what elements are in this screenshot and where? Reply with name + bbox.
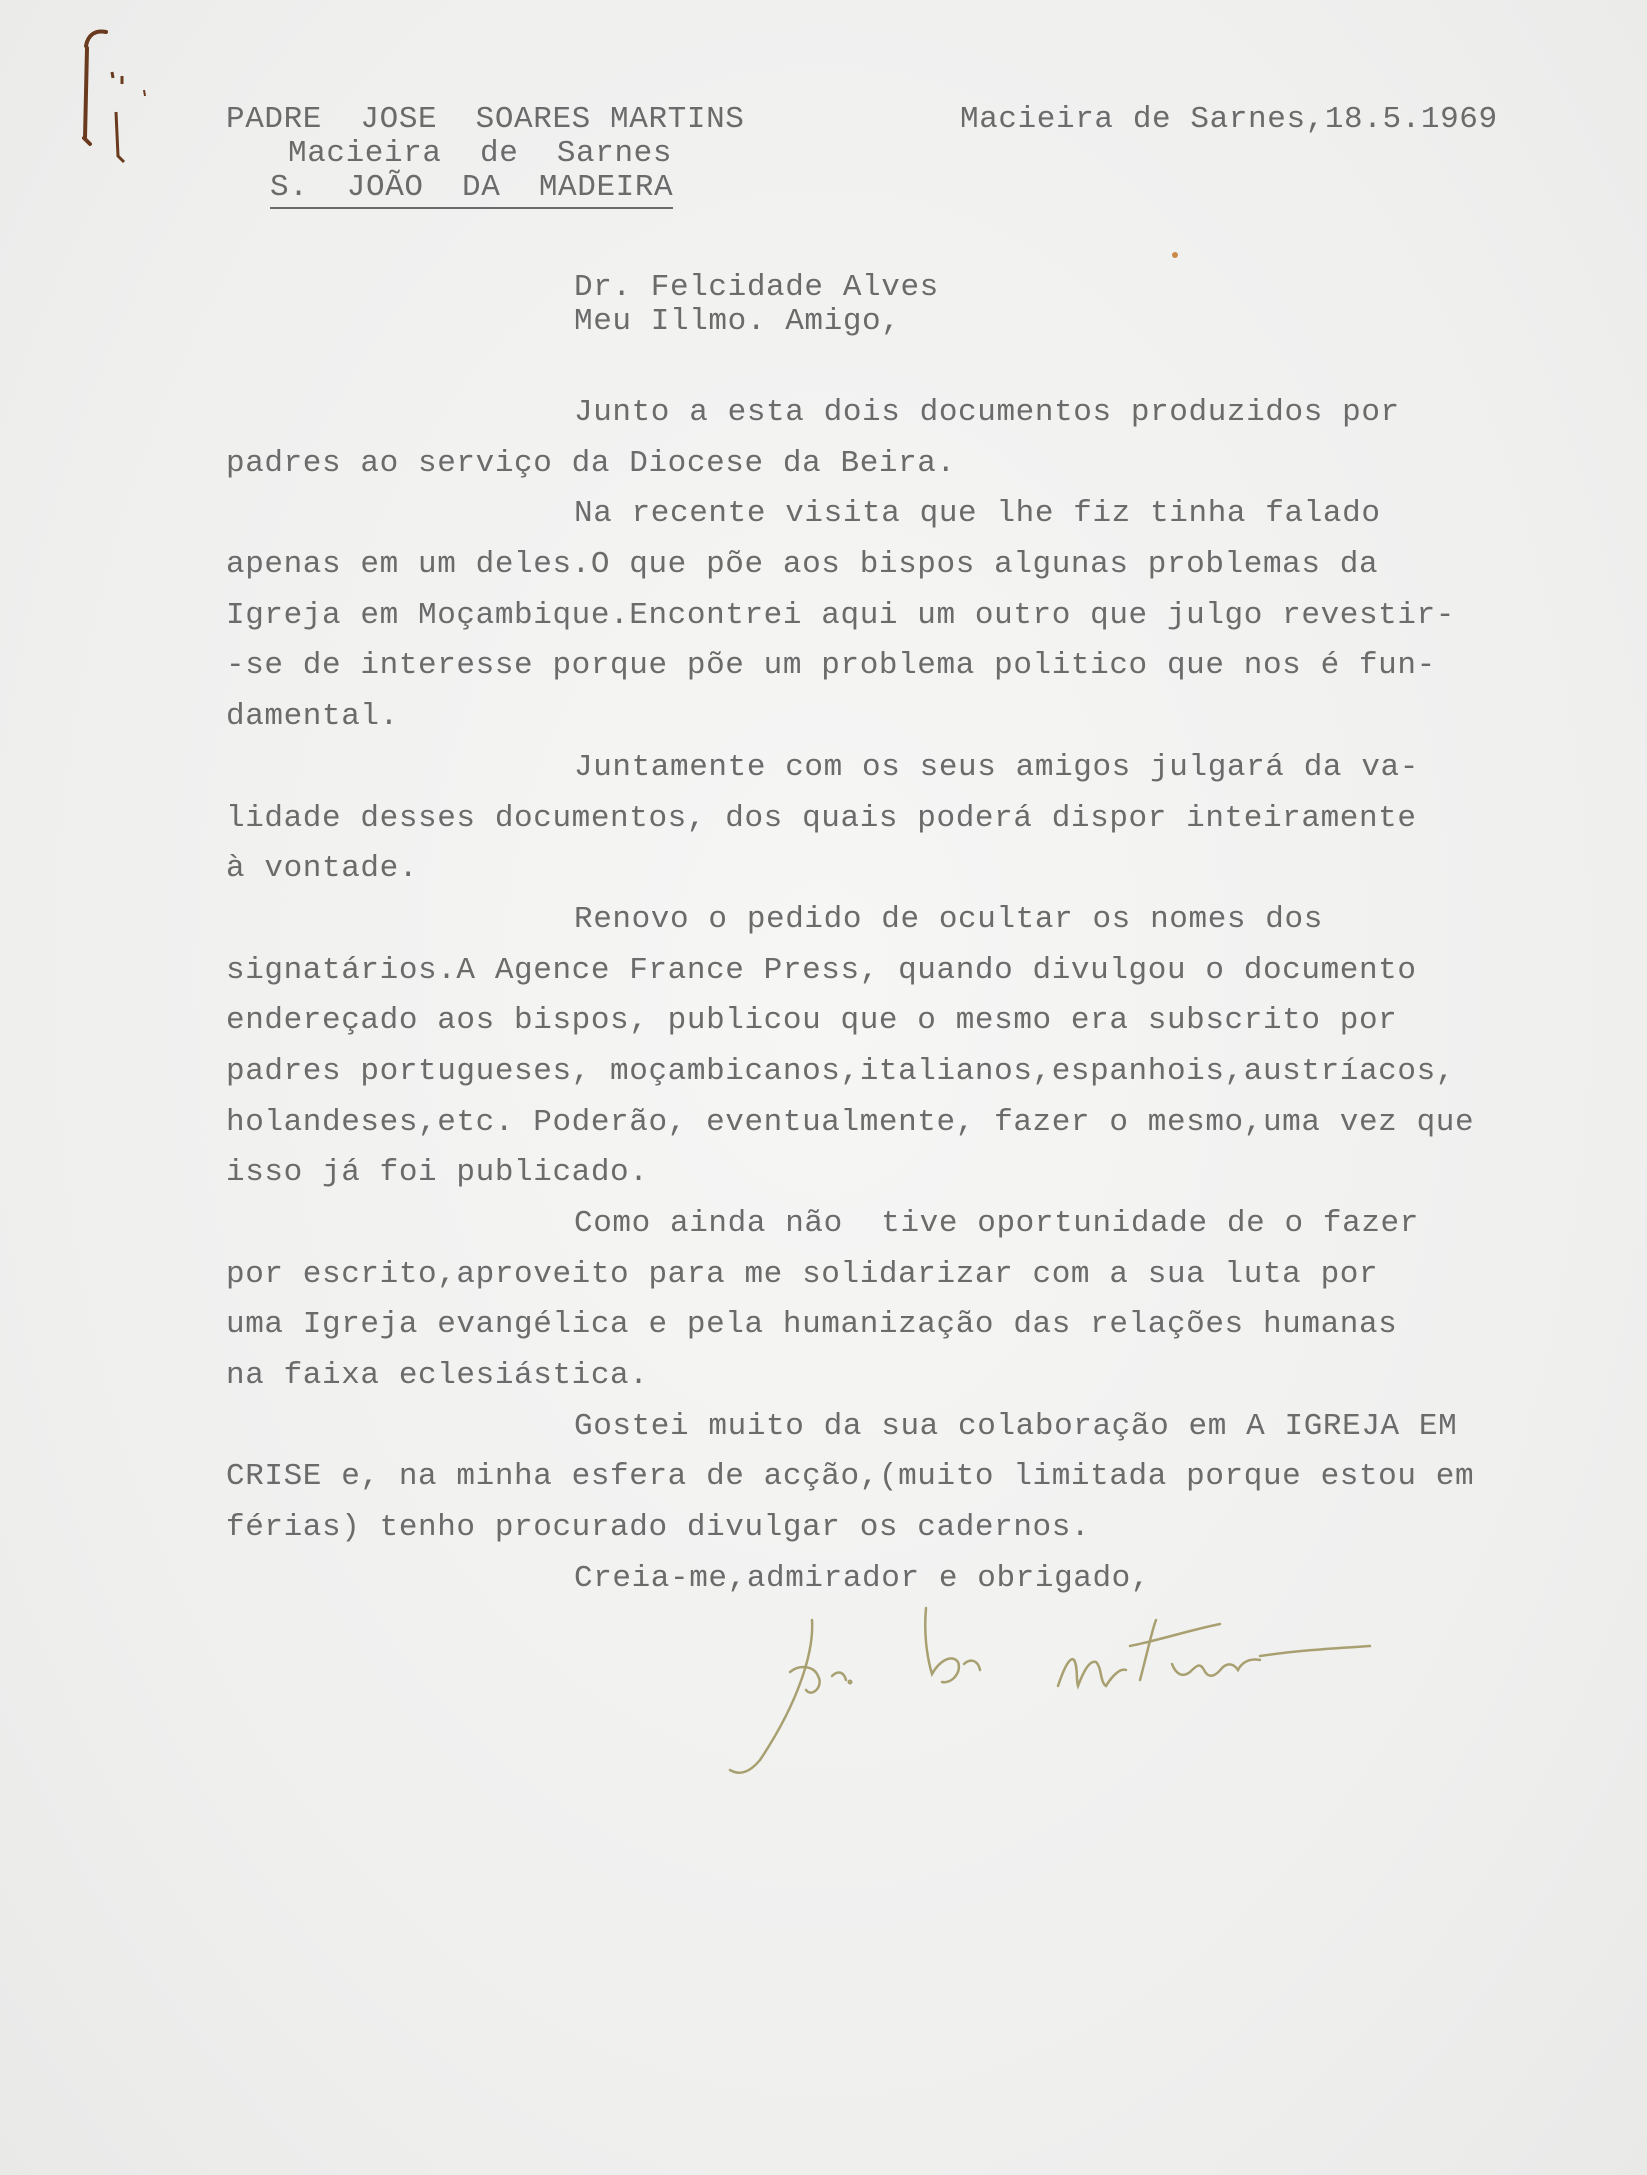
body-line: signatários.A Agence France Press, quando divulgou o documento: [226, 952, 1417, 988]
paragraph: [226, 743, 1566, 895]
body-line: Igreja em Moçambique.Encontrei aqui um outro que julgo revestir-: [226, 597, 1455, 633]
body-line: CRISE e, na minha esfera de acção,(muito limitada porque estou em: [226, 1459, 1475, 1495]
body-line: endereçado aos bispos, publicou que o mesmo era subscrito por: [226, 1003, 1398, 1039]
body-line: Como ainda não tive oportunidade de o fazer: [574, 1206, 1419, 1241]
body-line: -se de interesse porque põe um problema politico que nos é fun-: [226, 648, 1436, 684]
paragraph: [226, 1199, 1566, 1402]
ink-speck: [1172, 252, 1178, 258]
salutation: Meu Illmo. Amigo,: [574, 304, 901, 339]
body-line: férias) tenho procurado divulgar os cadernos.: [226, 1510, 1091, 1546]
body-line: padres ao serviço da Diocese da Beira.: [226, 445, 956, 481]
paragraph: [226, 489, 1566, 742]
paragraph: [226, 388, 1566, 489]
body-line: holandeses,etc. Poderão, eventualmente, fazer o mesmo,uma vez que: [226, 1104, 1475, 1140]
recipient-name: Dr. Felcidade Alves: [574, 270, 939, 305]
body-line: lidade desses documentos, dos quais poderá dispor inteiramente: [226, 800, 1417, 836]
body-line: uma Igreja evangélica e pela humanização das relações humanas: [226, 1307, 1398, 1343]
body-line: Na recente visita que lhe fiz tinha falado: [574, 496, 1381, 532]
paragraph: [226, 1402, 1566, 1554]
closing-line: Creia-me,admirador e obrigado,: [574, 1560, 1151, 1596]
sender-city: S. JOÃO DA MADEIRA: [270, 172, 673, 209]
body-line: Renovo o pedido de ocultar os nomes dos: [574, 901, 1323, 937]
sender-name: PADRE JOSE SOARES MARTINS: [226, 102, 745, 137]
body-line: damental.: [226, 699, 399, 735]
body-line: Juntamente com os seus amigos julgará da va-: [574, 749, 1419, 785]
body-line: Junto a esta dois documentos produzidos por: [574, 395, 1400, 430]
body-line: Gostei muito da sua colaboração em A IGREJA EM: [574, 1408, 1458, 1444]
letter-body: [226, 388, 1566, 1605]
signature-icon: [720, 1590, 1380, 1780]
handwritten-mark-icon: [78, 26, 168, 166]
body-line: isso já foi publicado.: [226, 1155, 649, 1191]
body-line: na faixa eclesiástica.: [226, 1358, 649, 1394]
body-line: padres portugueses, moçambicanos,italianos,espanhois,austríacos,: [226, 1053, 1455, 1089]
paragraph: [226, 895, 1566, 1199]
dateline: Macieira de Sarnes,18.5.1969: [960, 102, 1498, 137]
sender-town: Macieira de Sarnes: [288, 136, 673, 171]
body-line: por escrito,aproveito para me solidarizar com a sua luta por: [226, 1256, 1379, 1292]
body-line: apenas em um deles.O que põe aos bispos algunas problemas da: [226, 547, 1379, 583]
body-line: à vontade.: [226, 851, 419, 887]
